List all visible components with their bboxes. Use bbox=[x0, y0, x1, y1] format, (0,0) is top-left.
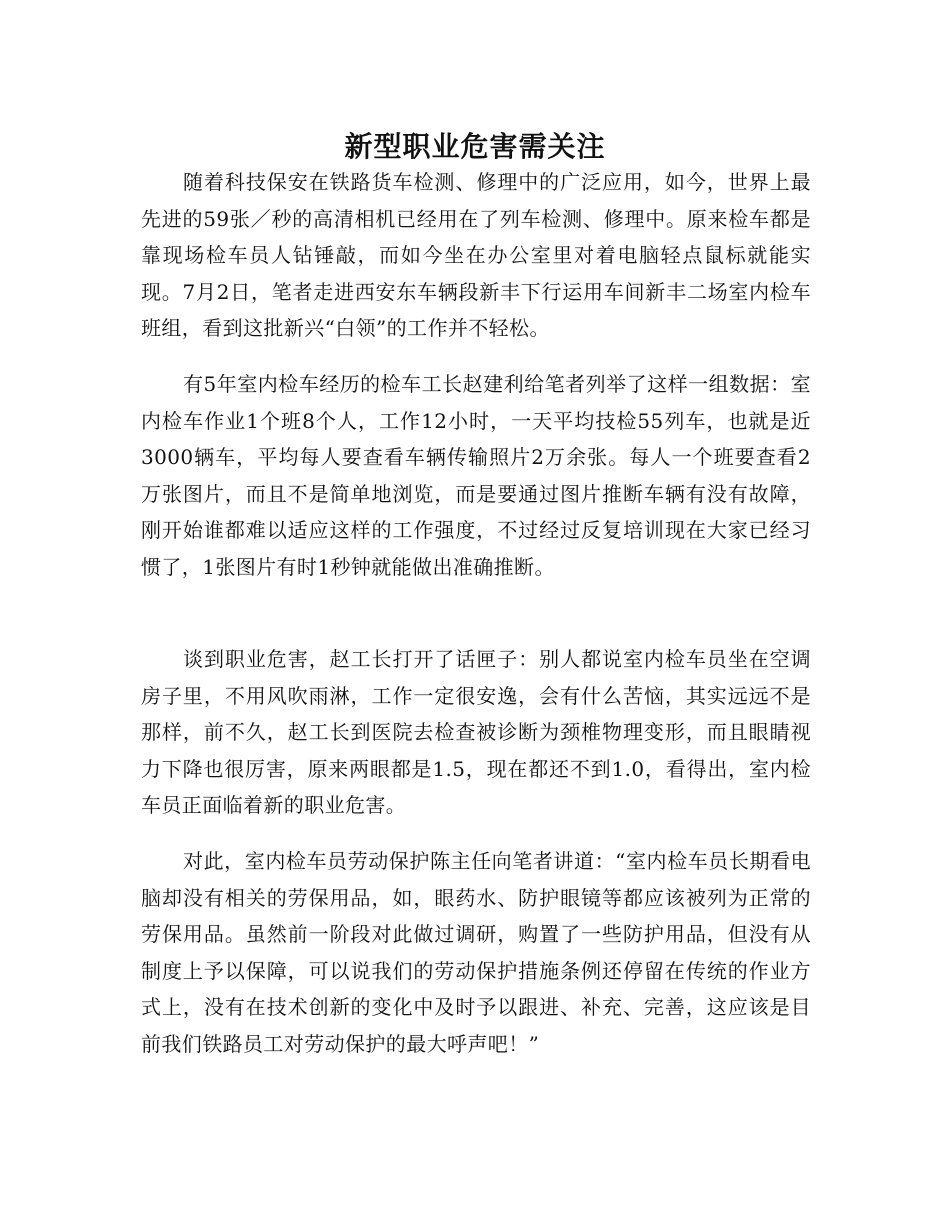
paragraph-3: 谈到职业危害，赵工长打开了话匣子：别人都说室内检车员坐在空调房子里，不用风吹雨淋，工作一定很安逸，会有什么苦恼，其实远远不是那样，前不久，赵工长到医院去检查被诊断为颈椎物理变形，而且眼睛视力下降也很厉害，原来两眼都是1.5，现在都还不到1.0，看得出，室内检车员正面临着新的职业危害。 bbox=[141, 647, 811, 817]
paragraph-4: 对此，室内检车员劳动保护陈主任向笔者讲道：“室内检车员长期看电脑却没有相关的劳保用品，如，眼药水、防护眼镜等都应该被列为正常的劳保用品。虽然前一阶段对此做过调研，购置了一些防护用品，但没有从制度上予以保障，可以说我们的劳动保护措施条例还停留在传统的作业方式上，没有在技术创新的变化中及时予以跟进、补充、完善，这应该是目前我们铁路员工对劳动保护的最大呼声吧！” bbox=[141, 849, 811, 1056]
document-title: 新型职业危害需关注 bbox=[344, 129, 606, 163]
paragraph-1: 随着科技保安在铁路货车检测、修理中的广泛应用，如今，世界上最先进的59张／秒的高清相机已经用在了列车检测、修理中。原来检车都是靠现场检车员人钻锤敲，而如今坐在办公室里对着电脑轻点鼠标就能实现。7月2日，笔者走进西安东车辆段新丰下行运用车间新丰二场室内检车班组，看到这批新兴“白领”的工作并不轻松。 bbox=[141, 170, 811, 340]
paragraph-2: 有5年室内检车经历的检车工长赵建利给笔者列举了这样一组数据：室内检车作业1个班8个人，工作12小时，一天平均技检55列车，也就是近3000辆车，平均每人要查看车辆传输照片2万余张。每人一个班要查看2万张图片，而且不是简单地浏览，而是要通过图片推断车辆有没有故障，刚开始谁都难以适应这样的工作强度，不过经过反复培训现在大家已经习惯了，1张图片有时1秒钟就能做出准确推断。 bbox=[141, 372, 811, 579]
